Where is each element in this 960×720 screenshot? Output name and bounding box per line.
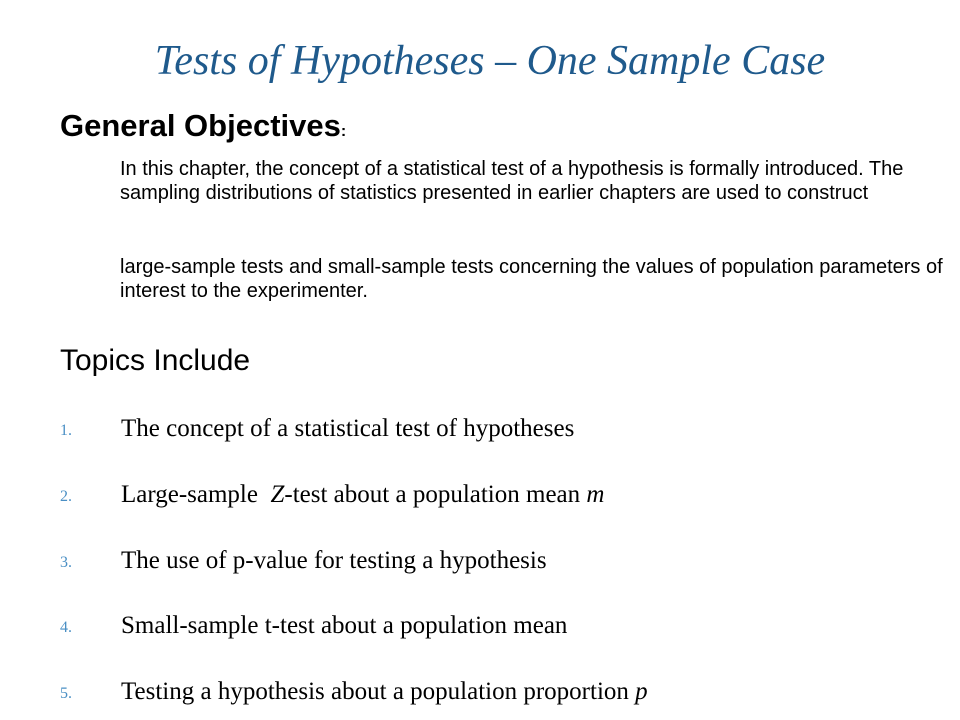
objectives-heading-text: General Objectives <box>60 108 341 143</box>
topic-text <box>121 481 604 509</box>
objectives-paragraph-1: In this chapter, the concept of a statistical test of a hypothesis is formally introduced. The sampling distributions of statistics presented in earlier chapters are used to construct <box>120 158 904 204</box>
topic-item-1 <box>0 411 960 445</box>
topic-text: Small-sample t-test about a population mean <box>121 612 568 639</box>
topic-text-italic: p <box>635 678 648 705</box>
topic-item-2 <box>0 477 960 511</box>
objectives-paragraph-2: large-sample tests and small-sample tests concerning the values of population parameters of interest to the experimenter. <box>120 256 943 302</box>
topic-text-italic: Z <box>270 481 285 508</box>
objectives-heading <box>60 108 346 144</box>
topic-text: The use of p-value for testing a hypothesis <box>121 547 547 574</box>
topic-text-part: Testing a hypothesis about a population proportion <box>121 678 636 705</box>
topics-heading: Topics Include <box>60 344 251 377</box>
topic-text-part: -test about a population mean <box>284 481 587 508</box>
topic-number: 1. <box>60 422 72 439</box>
topic-text: The concept of a statistical test of hypotheses <box>121 415 575 442</box>
topic-number: 5. <box>60 685 72 702</box>
topic-number: 3. <box>60 554 72 571</box>
objectives-heading-colon: : <box>340 123 347 140</box>
topic-item-4 <box>0 608 960 642</box>
topic-number: 2. <box>60 488 72 505</box>
topic-item-5 <box>0 674 960 708</box>
topic-item-3 <box>0 543 960 577</box>
topic-number: 4. <box>60 619 72 636</box>
topic-text-part: Large-sample <box>121 481 271 508</box>
topic-text-italic: m <box>586 481 605 508</box>
slide-title: Tests of Hypotheses – One Sample Case <box>154 38 826 84</box>
topic-text <box>121 678 648 706</box>
